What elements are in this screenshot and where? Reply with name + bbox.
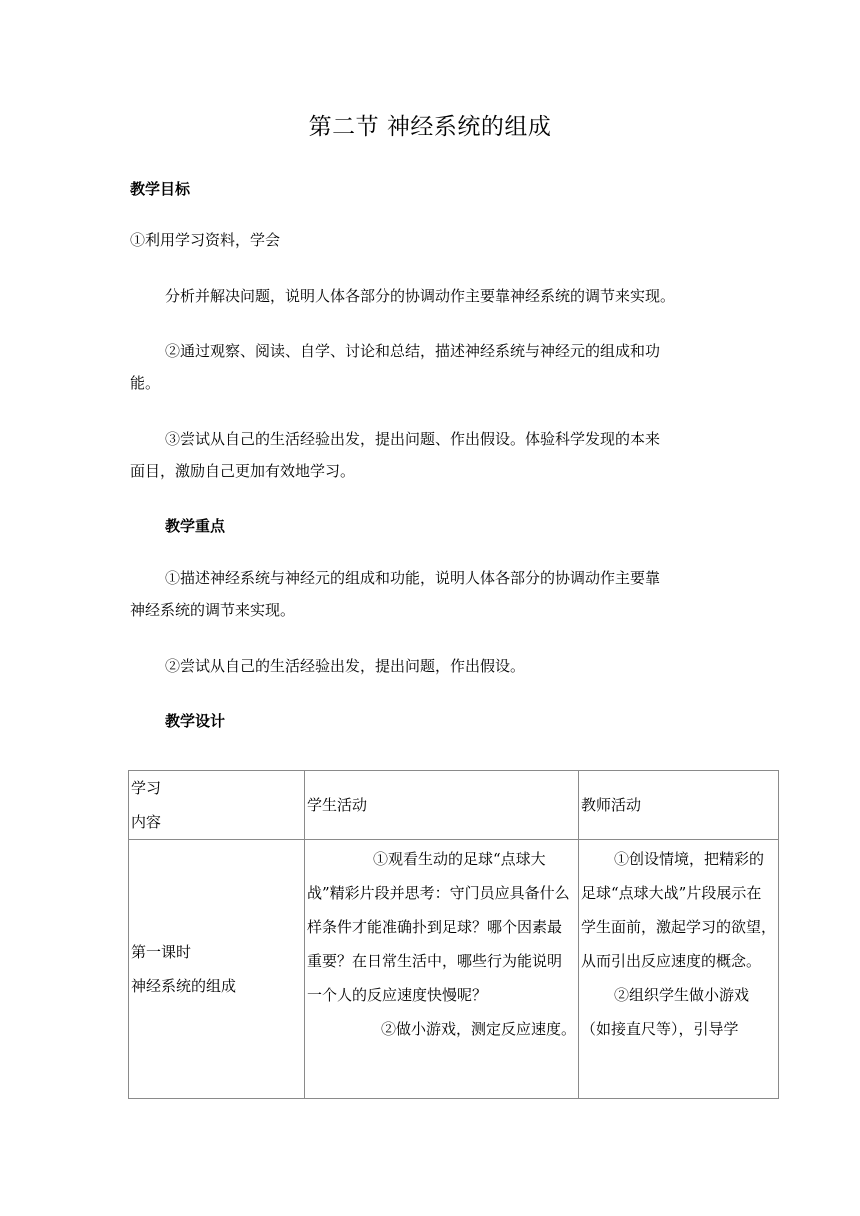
objectives-heading: 教学目标 xyxy=(130,180,191,198)
design-heading: 教学设计 xyxy=(165,712,226,730)
header-teacher-activity: 教师活动 xyxy=(579,771,779,840)
objective-line-2: 分析并解决问题，说明人体各部分的协调动作主要靠神经系统的调节来实现。 xyxy=(165,287,676,305)
student-activity-2: ②做小游戏，测定反应速度。 xyxy=(380,1020,576,1038)
header-content-cell xyxy=(129,771,305,840)
header-student-activity: 学生活动 xyxy=(305,771,579,840)
objective-line-6: 面目，激励自己更加有效地学习。 xyxy=(130,462,356,480)
lesson-topic: 神经系统的组成 xyxy=(131,977,237,995)
lesson-design-table xyxy=(128,770,779,1099)
objective-line-1: ①利用学习资料，学会 xyxy=(130,231,281,249)
student-activity-1: ①观看生动的足球“点球大战”精彩片段并思考：守门员应具备什么样条件才能准确扑到足球？哪个因素最重要？在日常生活中，哪些行为能说明一个人的反应速度快慢呢？ xyxy=(307,850,570,1004)
page-title: 第二节 神经系统的组成 xyxy=(308,114,552,140)
teacher-activity-1: ①创设情境，把精彩的足球“点球大战”片段展示在学生面前，激起学习的欲望，从而引出反应速度的概念。 xyxy=(581,850,777,970)
lesson-period: 第一课时 xyxy=(131,943,192,961)
objective-line-5: ③尝试从自己的生活经验出发，提出问题、作出假设。体验科学发现的本来 xyxy=(165,430,661,448)
table-row xyxy=(129,840,779,1099)
teacher-activity-cell xyxy=(579,840,779,1099)
student-activity-cell xyxy=(305,840,579,1099)
key-points-heading: 教学重点 xyxy=(165,517,226,535)
key-point-line-3: ②尝试从自己的生活经验出发，提出问题，作出假设。 xyxy=(165,657,526,675)
key-point-line-1: ①描述神经系统与神经元的组成和功能，说明人体各部分的协调动作主要靠 xyxy=(165,569,661,587)
header-content-line-1: 学习 xyxy=(131,779,162,797)
teacher-activity-2: ②组织学生做小游戏（如接直尺等），引导学 xyxy=(581,986,750,1038)
key-point-line-2: 神经系统的调节来实现。 xyxy=(130,601,296,619)
objective-line-3: ②通过观察、阅读、自学、讨论和总结，描述神经系统与神经元的组成和功 xyxy=(165,342,661,360)
table-header-row xyxy=(129,771,779,840)
header-content-line-2: 内容 xyxy=(131,813,162,831)
lesson-content-cell xyxy=(129,840,305,1099)
objective-line-4: 能。 xyxy=(130,374,161,392)
